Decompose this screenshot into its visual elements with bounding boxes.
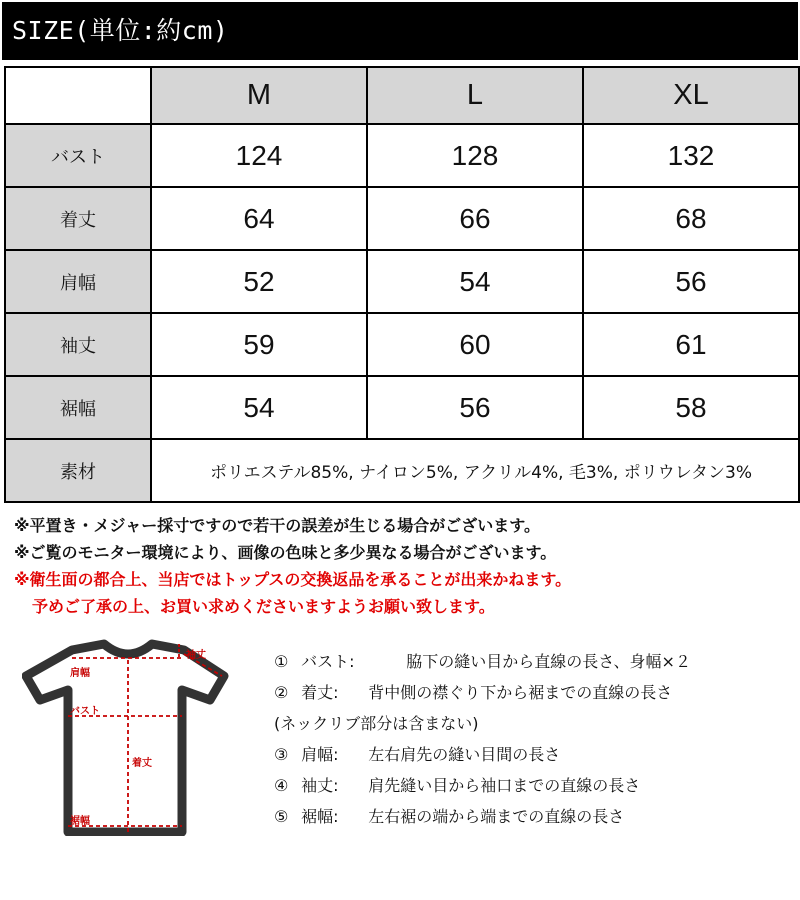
legend-desc: 脇下の縫い目から直線の長さ、身幅×２ [406,652,691,671]
legend-item-length-note [274,708,794,739]
table-row-hem [5,376,799,439]
size-header-m: M [151,67,367,124]
legend-desc: 左右肩先の縫い目間の長さ [368,745,561,764]
note-measurement: ※平置き・メジャー採寸ですので若干の誤差が生じる場合がございます。 [14,516,540,535]
legend-term: 裾幅: [301,807,339,826]
table-corner-cell [5,67,151,124]
legend-item-hem [274,801,794,832]
table-row-material [5,439,799,502]
note-acknowledge: 予めご了承の上、お買い求めくださいますようお願い致します。 [32,597,495,616]
page-title: SIZE(単位:約cm) [2,2,798,60]
legend-item-bust [274,646,794,677]
legend-item-sleeve [274,770,794,801]
table-cell: 64 [151,187,367,250]
note-monitor: ※ご覧のモニター環境により、画像の色味と多少異なる場合がございます。 [14,543,557,562]
table-row-length [5,187,799,250]
tshirt-shape [26,644,224,832]
table-row-shoulder [5,250,799,313]
tshirt-outline [22,636,234,836]
size-header-l: L [367,67,583,124]
legend-term: 肩幅: [301,745,339,764]
size-table [4,66,800,503]
notes-section [14,512,794,620]
legend-desc: (ネックリブ部分は含まない) [274,714,479,733]
size-header-xl: XL [583,67,799,124]
legend-item-shoulder [274,739,794,770]
legend-number: ① [274,652,289,671]
legend-number: ④ [274,776,289,795]
legend-number: ② [274,683,289,702]
table-cell: 58 [583,376,799,439]
diagram-label-sleeve: 袖丈 [186,650,206,661]
row-label: 裾幅 [5,376,151,439]
table-cell: 124 [151,124,367,187]
legend-term: 袖丈: [301,776,339,795]
legend-item-length [274,677,794,708]
tshirt-diagram [22,636,234,836]
row-label: 袖丈 [5,313,151,376]
table-cell: 52 [151,250,367,313]
table-cell: 54 [367,250,583,313]
table-cell: 132 [583,124,799,187]
measurement-legend [274,646,794,832]
table-cell: 68 [583,187,799,250]
diagram-label-length: 着丈 [132,758,152,769]
table-cell: 61 [583,313,799,376]
row-label: バスト [5,124,151,187]
table-cell: 60 [367,313,583,376]
legend-desc: 左右裾の端から端までの直線の長さ [368,807,625,826]
row-label: 着丈 [5,187,151,250]
table-row-sleeve [5,313,799,376]
row-label: 肩幅 [5,250,151,313]
diagram-label-shoulder: 肩幅 [70,668,90,679]
table-cell: 56 [367,376,583,439]
material-value: ポリエステル85%, ナイロン5%, アクリル4%, 毛3%, ポリウレタン3% [151,439,799,502]
table-cell: 59 [151,313,367,376]
table-cell: 56 [583,250,799,313]
legend-desc: 肩先縫い目から袖口までの直線の長さ [368,776,641,795]
legend-term: 着丈: [301,683,339,702]
note-no-returns: ※衛生面の都合上、当店ではトップスの交換返品を承ることが出来かねます。 [14,570,572,589]
legend-desc: 背中側の襟ぐり下から裾までの直線の長さ [368,683,673,702]
table-cell: 66 [367,187,583,250]
legend-term: バスト: [301,652,355,671]
legend-number: ③ [274,745,289,764]
table-cell: 54 [151,376,367,439]
legend-number: ⑤ [274,807,289,826]
diagram-label-bust: バスト [70,706,100,717]
size-header-row [5,67,799,124]
row-label: 素材 [5,439,151,502]
table-row-bust [5,124,799,187]
diagram-label-hem: 裾幅 [70,816,90,827]
table-cell: 128 [367,124,583,187]
